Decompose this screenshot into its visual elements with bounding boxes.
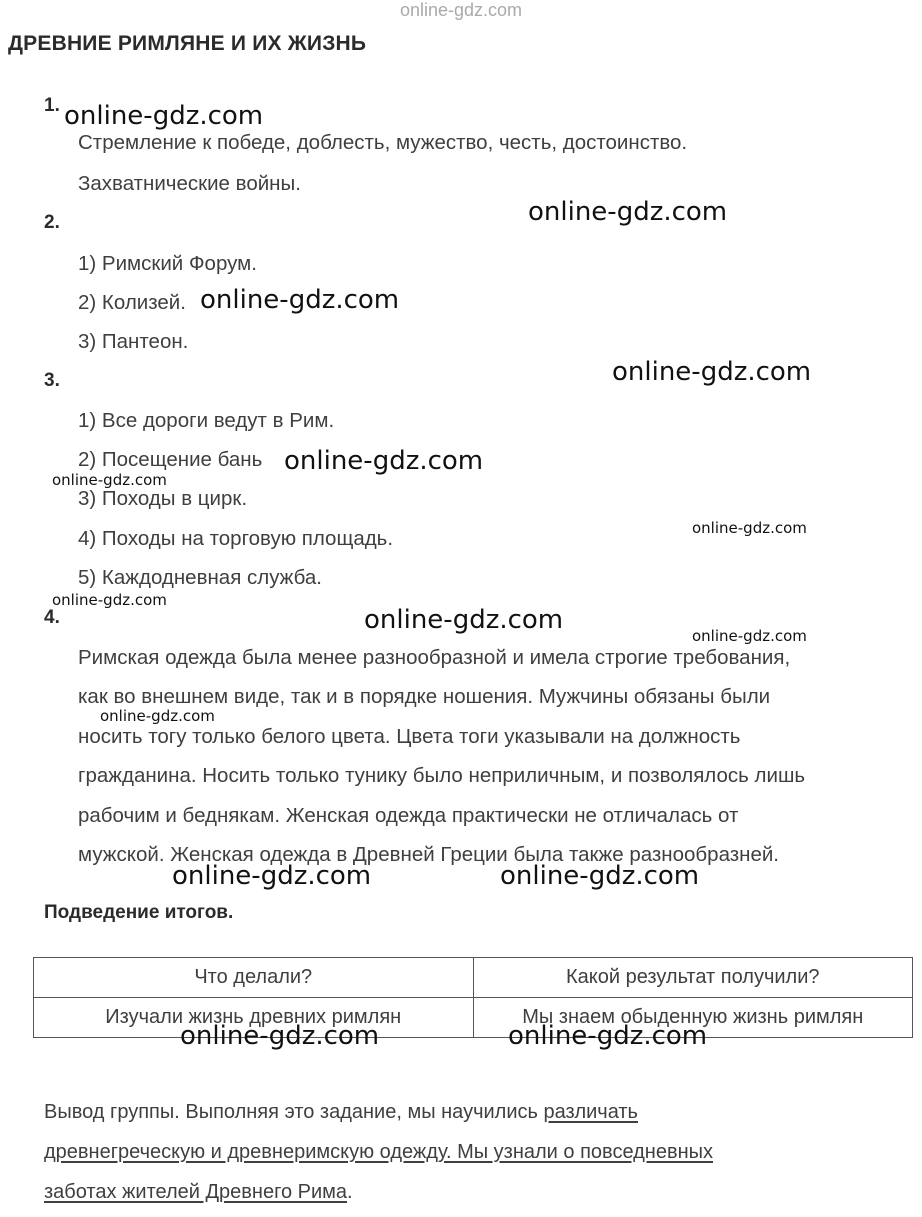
watermark: online-gdz.com bbox=[200, 285, 400, 315]
task-line: 1) Все дороги ведут в Рим. bbox=[78, 409, 335, 432]
task-line: Захватнические войны. bbox=[78, 172, 301, 195]
header-watermark: online-gdz.com bbox=[399, 0, 523, 20]
task-number: 1. bbox=[44, 95, 60, 116]
watermark: online-gdz.com bbox=[692, 627, 807, 645]
watermark: online-gdz.com bbox=[52, 471, 167, 489]
watermark: online-gdz.com bbox=[528, 197, 728, 227]
table-cell: Мы знаем обыденную жизнь римлян bbox=[473, 998, 913, 1038]
page-title: ДРЕВНИЕ РИМЛЯНЕ И ИХ ЖИЗНЬ bbox=[8, 32, 367, 55]
table-header-cell: Что делали? bbox=[34, 958, 474, 998]
task-line: Стремление к победе, доблесть, мужество, честь, достоинство. bbox=[78, 131, 688, 154]
results-table bbox=[33, 957, 913, 1038]
task-line: 1) Римский Форум. bbox=[78, 252, 257, 275]
table-row bbox=[34, 998, 913, 1038]
task-line: мужской. Женская одежда в Древней Греции была также разнообразней. bbox=[78, 843, 780, 866]
task-line: 5) Каждодневная служба. bbox=[78, 566, 322, 589]
task-line: 2) Посещение бань bbox=[78, 448, 263, 471]
watermark: online-gdz.com bbox=[172, 861, 372, 891]
conclusion-underlined: различать bbox=[543, 1101, 638, 1123]
summary-title: Подведение итогов. bbox=[44, 902, 234, 923]
task-line: рабочим и беднякам. Женская одежда практически не отличалась от bbox=[78, 804, 739, 827]
conclusion-underlined: заботах жителей Древнего Рима bbox=[44, 1181, 348, 1203]
conclusion-line bbox=[44, 1181, 353, 1204]
watermark: online-gdz.com bbox=[52, 591, 167, 609]
table-header-row bbox=[34, 958, 913, 998]
task-line: 4) Походы на торговую площадь. bbox=[78, 527, 394, 550]
task-number: 2. bbox=[44, 212, 60, 233]
task-number: 4. bbox=[44, 607, 60, 628]
watermark: online-gdz.com bbox=[500, 861, 700, 891]
watermark: online-gdz.com bbox=[64, 101, 264, 131]
watermark: online-gdz.com bbox=[692, 519, 807, 537]
conclusion-text: . bbox=[347, 1181, 353, 1203]
watermark: online-gdz.com bbox=[180, 1021, 380, 1051]
task-line: Римская одежда была менее разнообразной и имела строгие требования, bbox=[78, 646, 791, 669]
task-line: 2) Колизей. bbox=[78, 291, 186, 314]
watermark: online-gdz.com bbox=[284, 446, 484, 476]
watermark: online-gdz.com bbox=[508, 1021, 708, 1051]
conclusion-underlined: древнегреческую и древнеримскую одежду. Мы узнали о повседневных bbox=[44, 1141, 714, 1163]
task-line: 3) Пантеон. bbox=[78, 330, 189, 353]
task-line: гражданина. Носить только тунику было неприличным, и позволялось лишь bbox=[78, 764, 806, 787]
watermark: online-gdz.com bbox=[364, 605, 564, 635]
table-header-cell: Какой результат получили? bbox=[473, 958, 913, 998]
table-cell: Изучали жизнь древних римлян bbox=[34, 998, 474, 1038]
task-line: 3) Походы в цирк. bbox=[78, 487, 248, 510]
watermark: online-gdz.com bbox=[612, 357, 812, 387]
conclusion-line bbox=[44, 1101, 638, 1124]
task-line: носить тогу только белого цвета. Цвета тоги указывали на должность bbox=[78, 725, 741, 748]
task-line: как во внешнем виде, так и в порядке ношения. Мужчины обязаны были bbox=[78, 685, 771, 708]
conclusion-text: Вывод группы. Выполняя это задание, мы научились bbox=[44, 1101, 544, 1123]
task-number: 3. bbox=[44, 370, 60, 391]
conclusion-line bbox=[44, 1141, 713, 1164]
watermark: online-gdz.com bbox=[100, 707, 215, 725]
